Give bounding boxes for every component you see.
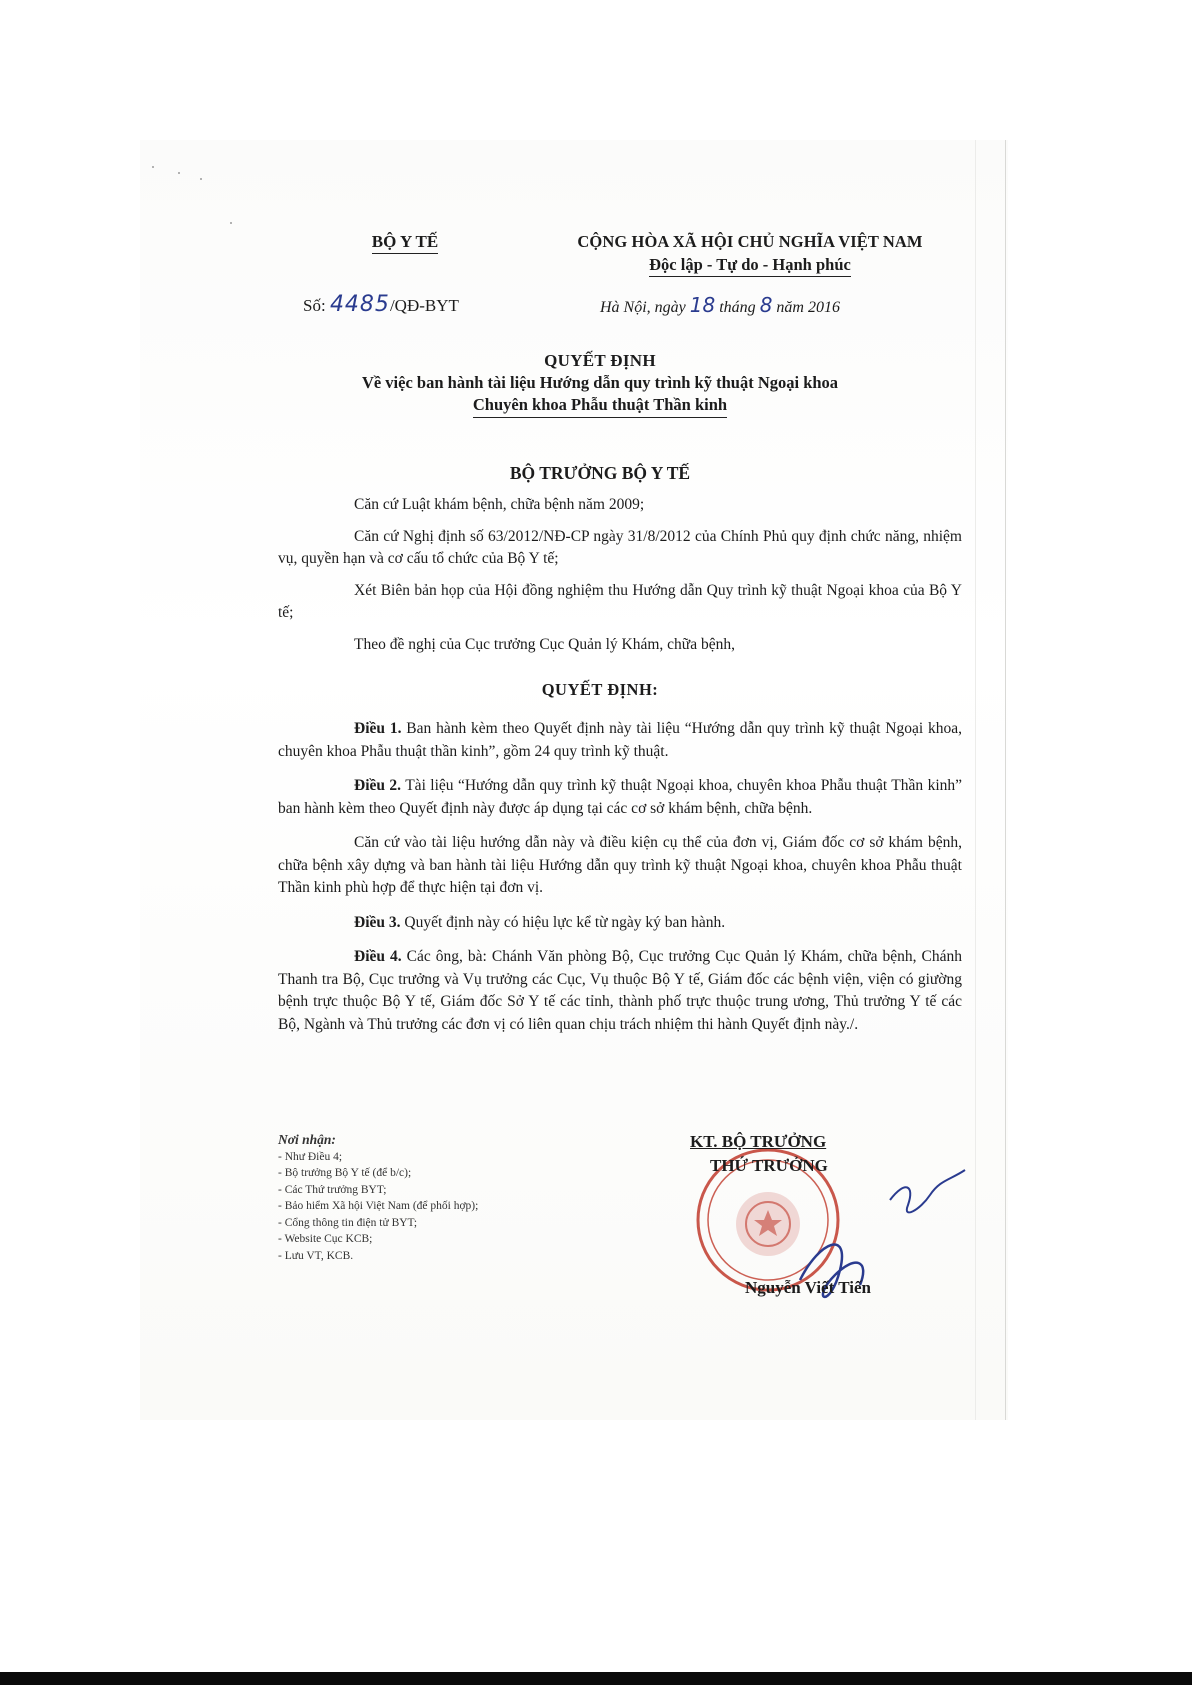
issuing-authority: BỘ TRƯỞNG BỘ Y TẾ [509, 463, 691, 483]
article-text: Căn cứ vào tài liệu hướng dẫn này và điều kiện cụ thể của đơn vị, Giám đốc cơ sở khám bệnh, chữa bệnh xây dựng và ban hành tài liệu Hướng dẫn quy trình kỹ thuật Ngoại khoa, chuyên khoa Phẫu thuật Thần kinh phù hợp để thực hiện tại đơn vị. [278, 834, 962, 896]
recipient-item: - Lưu VT, KCB. [278, 1249, 354, 1262]
scanner-bottom-bar [0, 1672, 1192, 1685]
article-label: Điều 4. [354, 948, 402, 965]
scan-speck [178, 172, 180, 174]
scan-speck [152, 166, 154, 168]
basis-proposal: Theo đề nghị của Cục trưởng Cục Quản lý Khám, chữa bệnh, [354, 635, 735, 653]
article-2 [278, 775, 962, 820]
recipient-item: - Bảo hiểm Xã hội Việt Nam (để phối hợp); [278, 1200, 479, 1212]
article-text: Các ông, bà: Chánh Văn phòng Bộ, Cục trưởng Cục Quản lý Khám, chữa bệnh, Chánh Thanh tra Bộ, Cục trưởng và Vụ trưởng các Cục, Vụ thuộc Bộ Y tế, Giám đốc các bệnh viện, viện có giường bệnh trực thuộc Bộ Y tế, Giám đốc Sở Y tế các tỉnh, thành phố trực thuộc trung ương, Thủ trưởng Y tế các Bộ, Ngành và Thủ trưởng các đơn vị có liên quan chịu trách nhiệm thi hành Quyết định này./. [278, 948, 962, 1033]
doc-number-prefix: Số: [303, 296, 326, 315]
article-text: Ban hành kèm theo Quyết định này tài liệu “Hướng dẫn quy trình kỹ thuật Ngoại khoa, chuyên khoa Phẫu thuật thần kinh”, gồm 24 quy trình kỹ thuật. [278, 720, 962, 760]
issue-date [600, 293, 840, 317]
article-text: Quyết định này có hiệu lực kể từ ngày ký ban hành. [400, 913, 726, 931]
article-2-paragraph [278, 832, 962, 900]
recipient-item: - Như Điều 4; [278, 1150, 343, 1163]
initial-stroke [890, 1170, 965, 1212]
legal-bases [278, 494, 962, 656]
recipient-item: - Website Cục KCB; [278, 1233, 373, 1245]
date-day-handwritten: 18 [689, 293, 716, 317]
recipient-item: - Bộ trưởng Bộ Y tế (để b/c); [278, 1167, 412, 1179]
date-year: năm 2016 [776, 299, 840, 316]
signature-line-2: THỨ TRƯỞNG [710, 1156, 828, 1175]
scan-speck [200, 178, 202, 180]
doc-number-handwritten: 4485 [329, 292, 390, 317]
articles [278, 718, 962, 1036]
article-label: Điều 1. [354, 720, 402, 737]
document-type: QUYẾT ĐỊNH [544, 351, 656, 370]
national-motto: Độc lập - Tự do - Hạnh phúc [649, 255, 851, 277]
recipients-heading: Nơi nhận: [278, 1132, 336, 1147]
decision-title [250, 350, 950, 418]
article-label: Điều 2. [354, 777, 402, 794]
basis-minutes: Xét Biên bản họp của Hội đồng nghiệm thu Hướng dẫn Quy trình kỹ thuật Ngoại khoa của Bộ Y tế; [278, 581, 962, 621]
ministry-label: BỘ Y TẾ [372, 232, 438, 254]
national-heading [540, 232, 960, 277]
ministry-name [340, 232, 470, 254]
article-label: Điều 3. [354, 913, 401, 931]
signature-line-1: KT. BỘ TRƯỞNG [690, 1132, 827, 1151]
scan-speck [230, 222, 232, 224]
basis-decree: Căn cứ Nghị định số 63/2012/NĐ-CP ngày 31/8/2012 của Chính Phủ quy định chức năng, nhiệm vụ, quyền hạn và cơ cấu tổ chức của Bộ Y tế; [278, 527, 962, 567]
recipient-item: - Các Thứ trưởng BYT; [278, 1183, 387, 1196]
country-name: CỘNG HÒA XÃ HỘI CHỦ NGHĨA VIỆT NAM [577, 232, 923, 251]
subject-line-1: Về việc ban hành tài liệu Hướng dẫn quy trình kỹ thuật Ngoại khoa [361, 373, 839, 392]
date-month-handwritten: 8 [759, 293, 773, 317]
page-edge-shadow [975, 140, 976, 1420]
subject-line-2: Chuyên khoa Phẫu thuật Thần kinh [473, 394, 727, 418]
page-edge-right [1005, 140, 1006, 1420]
basis-law: Căn cứ Luật khám bệnh, chữa bệnh năm 2009; [354, 496, 645, 513]
doc-number-suffix: /QĐ-BYT [389, 296, 459, 315]
signer-name: Nguyễn Viết Tiến [745, 1278, 871, 1297]
article-1 [278, 718, 962, 763]
article-3 [278, 912, 962, 935]
recipients-list [278, 1132, 608, 1264]
recipient-item: - Cổng thông tin điện tử BYT; [278, 1216, 418, 1229]
date-place: Hà Nội, ngày [600, 299, 686, 316]
document-number [303, 292, 459, 317]
date-month-label: tháng [719, 299, 756, 316]
decides-heading: QUYẾT ĐỊNH: [541, 680, 659, 699]
article-4 [278, 946, 962, 1036]
article-text: Tài liệu “Hướng dẫn quy trình kỹ thuật Ngoại khoa, chuyên khoa Phẫu thuật Thần kinh” ban hành kèm theo Quyết định này được áp dụng tại các cơ sở khám bệnh, chữa bệnh. [278, 777, 963, 817]
